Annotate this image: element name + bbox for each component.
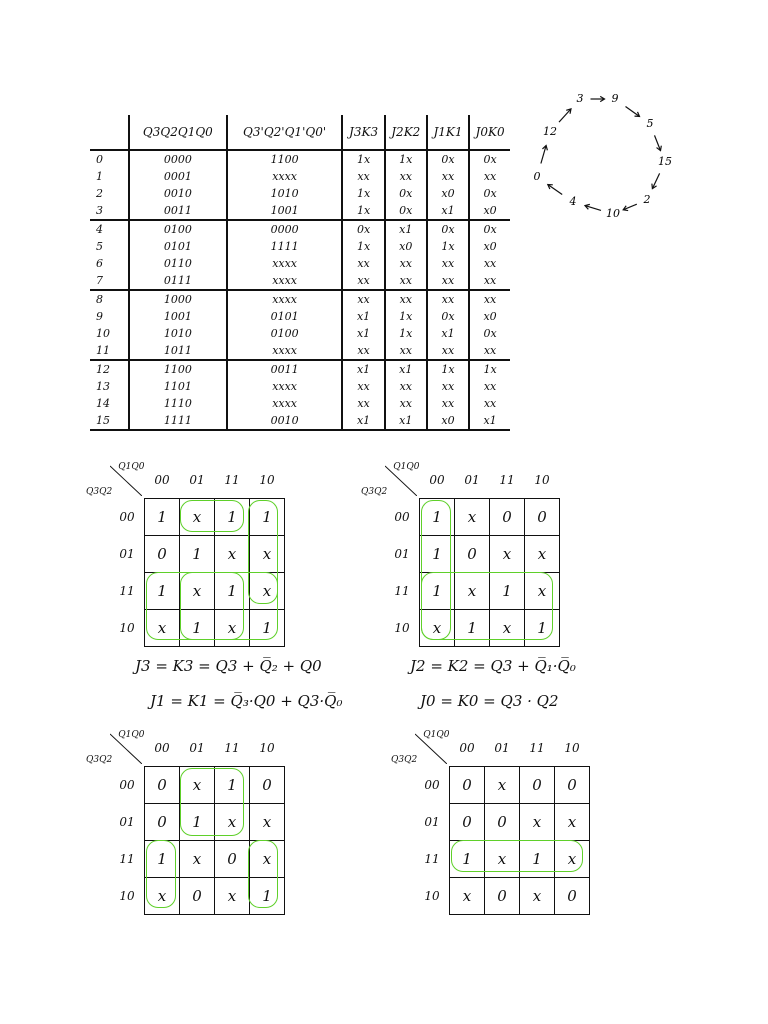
table-cell-j2: x1 xyxy=(385,220,427,238)
kmap-cell: 0 xyxy=(450,804,485,841)
table-cell-j2: xx xyxy=(385,290,427,308)
table-cell-j0: x1 xyxy=(469,412,510,430)
kmap-cell: x xyxy=(490,610,525,647)
table-cell-q: 0111 xyxy=(129,272,227,290)
table-cell-i: 11 xyxy=(90,342,129,360)
kmap-cell: x xyxy=(555,841,590,878)
table-cell-q: 0101 xyxy=(129,238,227,255)
kmap-cell: 0 xyxy=(490,499,525,536)
table-cell-i: 0 xyxy=(96,153,103,166)
transition-arrow xyxy=(626,107,640,117)
table-cell-j0: 0x xyxy=(469,220,510,238)
kmap-col-header: 11 xyxy=(224,741,240,755)
kmap-row-header: 00 xyxy=(394,510,410,524)
kmap-cell: 1 xyxy=(250,499,285,536)
table-cell-j3: xx xyxy=(342,290,384,308)
table-cell-qn: 1100 xyxy=(227,150,343,168)
table-cell-qn: 0000 xyxy=(227,220,343,238)
col-q: Q3Q2Q1Q0 xyxy=(129,115,227,150)
table-cell-q: 1111 xyxy=(129,412,227,430)
kmap-cell: 1 xyxy=(180,536,215,573)
equation-j3: J3 = K3 = Q3 + Q̅₂ + Q0 xyxy=(135,657,322,675)
table-row xyxy=(90,150,510,168)
kmap-cell: x xyxy=(525,573,560,610)
kmap-cell: x xyxy=(180,841,215,878)
table-cell-i: 1 xyxy=(96,170,103,183)
kmap-row-header: 00 xyxy=(424,778,440,792)
table-cell-q: 1001 xyxy=(129,308,227,325)
table-cell-q: 0110 xyxy=(129,255,227,272)
kmap-cell: 1 xyxy=(520,841,555,878)
kmap-cell: x xyxy=(145,610,180,647)
kmap-cell: 1 xyxy=(145,573,180,610)
table-cell-i: 15 xyxy=(90,412,129,430)
table-cell-qn: 0100 xyxy=(227,325,343,342)
kmap-cell: 0 xyxy=(485,804,520,841)
table-cell-j1: xx xyxy=(427,395,469,412)
table-cell-j3: xx xyxy=(342,272,384,290)
table-cell-i: 12 xyxy=(96,363,110,376)
state-label: 9 xyxy=(611,92,619,105)
kmap-cell: 0 xyxy=(555,878,590,915)
kmap-corner xyxy=(361,462,420,499)
table-cell-j0: 1x xyxy=(469,360,510,378)
kmap-col-header: 00 xyxy=(459,741,475,755)
kmap-cell: 0 xyxy=(455,536,490,573)
table-cell-j3: x1 xyxy=(342,412,384,430)
kmap-cell: x xyxy=(215,536,250,573)
kmap-col-header: 11 xyxy=(224,473,240,487)
kmap-cell: 1 xyxy=(180,804,215,841)
kmap-cell: x xyxy=(180,499,215,536)
table-cell-qn: 0101 xyxy=(227,308,343,325)
table-cell-q: 1010 xyxy=(129,325,227,342)
table-cell-j0: x0 xyxy=(469,202,510,220)
kmap-cell: x xyxy=(485,767,520,804)
table-cell-j2: xx xyxy=(385,378,427,395)
table-cell-j1: xx xyxy=(427,342,469,360)
kmap-cell: x xyxy=(455,573,490,610)
table-cell-j3: 1x xyxy=(342,238,384,255)
kmap-row-header: 10 xyxy=(394,621,410,635)
table-cell-i: 13 xyxy=(96,380,110,393)
transition-arrow xyxy=(548,185,562,195)
kmap-cell: x xyxy=(215,610,250,647)
table-cell-qn: 1010 xyxy=(227,185,343,202)
table-cell-j3: xx xyxy=(342,378,384,395)
kmap-cell: x xyxy=(180,573,215,610)
table-cell-j2: x0 xyxy=(385,238,427,255)
kmap-cell: x xyxy=(250,573,285,610)
table-cell-q: 0010 xyxy=(129,185,227,202)
table-cell-i: 3 xyxy=(90,202,129,220)
table-cell-j1: x1 xyxy=(427,325,469,342)
table-cell-q: 0000 xyxy=(129,150,227,168)
table-cell-q: 1100 xyxy=(129,360,227,378)
table-cell-j1: 1x xyxy=(427,238,469,255)
kmap-row-header: 00 xyxy=(119,778,135,792)
table-cell-j1: xx xyxy=(427,378,469,395)
table-cell-j1: xx xyxy=(427,168,469,185)
table-cell-j3: xx xyxy=(342,255,384,272)
kmap-col-header: 00 xyxy=(154,741,170,755)
kmap-row-header: 11 xyxy=(394,584,410,598)
table-cell-j0: xx xyxy=(469,272,510,290)
state-label: 5 xyxy=(646,117,654,130)
equation-j0: J0 = K0 = Q3 · Q2 xyxy=(420,692,559,710)
table-cell-j2: 1x xyxy=(385,308,427,325)
table-cell-qn: xxxx xyxy=(227,290,343,308)
kmap-corner xyxy=(86,462,145,499)
kmap-cell: 0 xyxy=(145,804,180,841)
kmap-row-var: Q3Q2 xyxy=(391,754,418,765)
kmap-cell: x xyxy=(450,878,485,915)
kmap-col-header: 11 xyxy=(529,741,545,755)
kmap-cell: x xyxy=(455,499,490,536)
table-cell-i: 6 xyxy=(96,257,103,270)
table-cell-qn: xxxx xyxy=(227,395,343,412)
transition-arrow xyxy=(559,109,571,122)
table-cell-qn: 0011 xyxy=(227,360,343,378)
kmap-cell: 1 xyxy=(215,573,250,610)
table-cell-qn: xxxx xyxy=(227,342,343,360)
state-label: 15 xyxy=(658,155,672,168)
table-cell-j3: xx xyxy=(342,342,384,360)
kmap-cell: x xyxy=(180,767,215,804)
table-row xyxy=(90,202,510,220)
table-cell-j2: xx xyxy=(385,395,427,412)
table-cell-i: 7 xyxy=(90,272,129,290)
kmap-cell: 0 xyxy=(180,878,215,915)
state-label: 3 xyxy=(576,92,584,105)
table-cell-j2: 0x xyxy=(385,202,427,220)
kmap-cell: 1 xyxy=(490,573,525,610)
kmap-cell: x xyxy=(520,804,555,841)
equation-j1: J1 = K1 = Q̅₃·Q0 + Q3·Q̅₀ xyxy=(150,692,343,710)
kmap-col-var: Q1Q0 xyxy=(118,730,145,740)
table-cell-j2: x1 xyxy=(385,412,427,430)
table-cell-j0: x0 xyxy=(469,308,510,325)
table-row xyxy=(90,238,510,255)
table-cell-q: 1101 xyxy=(129,378,227,395)
table-cell-j3: xx xyxy=(342,168,384,185)
kmap-cell: 1 xyxy=(450,841,485,878)
equation-j2: J2 = K2 = Q3 + Q̅₁·Q̅₀ xyxy=(410,657,576,675)
state-label: 10 xyxy=(606,207,620,220)
kmap-j3k3 xyxy=(86,462,285,647)
kmap-col-var: Q1Q0 xyxy=(423,730,450,740)
kmap-col-header: 00 xyxy=(429,473,445,487)
table-cell-j3: xx xyxy=(342,395,384,412)
kmap-col-header: 01 xyxy=(494,741,510,755)
kmap-row-var: Q3Q2 xyxy=(86,486,113,497)
table-cell-q: 1110 xyxy=(129,395,227,412)
table-cell-j2: xx xyxy=(385,342,427,360)
table-cell-j2: xx xyxy=(385,255,427,272)
kmap-cell: 0 xyxy=(525,499,560,536)
table-row xyxy=(90,378,510,395)
kmap-row-header: 11 xyxy=(424,852,440,866)
table-cell-j0: x0 xyxy=(469,238,510,255)
kmap-row-header: 10 xyxy=(424,889,440,903)
kmap-cell: x xyxy=(520,878,555,915)
state-cycle-diagram xyxy=(525,90,685,230)
col-j0k0: J0K0 xyxy=(469,115,510,150)
table-cell-i: 2 xyxy=(96,187,103,200)
table-cell-j1: 0x xyxy=(427,308,469,325)
kmap-cell: 1 xyxy=(420,536,455,573)
table-cell-j1: xx xyxy=(427,272,469,290)
table-cell-j1: xx xyxy=(427,255,469,272)
table-cell-qn: 1001 xyxy=(227,202,343,220)
col-j2k2: J2K2 xyxy=(385,115,427,150)
kmap-col-header: 10 xyxy=(259,741,275,755)
table-cell-j0: xx xyxy=(469,255,510,272)
table-cell-j0: xx xyxy=(469,168,510,185)
table-cell-j3: 1x xyxy=(342,150,384,168)
kmap-row-header: 11 xyxy=(119,584,135,598)
table-cell-j0: xx xyxy=(469,342,510,360)
table-cell-j3: x1 xyxy=(342,308,384,325)
table-cell-qn: xxxx xyxy=(227,255,343,272)
kmap-cell: x xyxy=(250,804,285,841)
table-cell-j2: 1x xyxy=(385,150,427,168)
kmap-cell: 1 xyxy=(250,610,285,647)
table-cell-j3: 0x xyxy=(342,220,384,238)
kmap-cell: 1 xyxy=(420,573,455,610)
table-cell-j0: xx xyxy=(469,290,510,308)
table-row xyxy=(90,272,510,290)
table-cell-j0: xx xyxy=(469,395,510,412)
kmap-cell: 1 xyxy=(145,499,180,536)
kmap-cell: 0 xyxy=(215,841,250,878)
kmap-cell: x xyxy=(215,878,250,915)
table-cell-qn: xxxx xyxy=(227,378,343,395)
kmap-j1k1 xyxy=(86,730,285,915)
table-cell-j3: x1 xyxy=(342,325,384,342)
table-cell-j2: 1x xyxy=(385,325,427,342)
table-cell-j1: x0 xyxy=(427,185,469,202)
kmap-row-header: 10 xyxy=(119,889,135,903)
table-cell-j2: x1 xyxy=(385,360,427,378)
table-cell-j1: 0x xyxy=(427,150,469,168)
table-cell-j1: x0 xyxy=(427,412,469,430)
kmap-row-header: 01 xyxy=(394,547,410,561)
kmap-row-header: 10 xyxy=(119,621,135,635)
table-row xyxy=(90,325,510,342)
table-cell-qn: xxxx xyxy=(227,168,343,185)
table-cell-i: 5 xyxy=(96,240,103,253)
kmap-cell: 0 xyxy=(485,878,520,915)
table-cell-i: 9 xyxy=(96,310,103,323)
truth-table xyxy=(90,115,510,450)
kmap-cell: 0 xyxy=(450,767,485,804)
kmap-cell: 1 xyxy=(180,610,215,647)
col-j1k1: J1K1 xyxy=(427,115,469,150)
table-cell-j0: 0x xyxy=(469,150,510,168)
kmap-cell: x xyxy=(525,536,560,573)
kmap-cell: 1 xyxy=(215,499,250,536)
table-cell-j2: xx xyxy=(385,272,427,290)
table-cell-j3: 1x xyxy=(342,185,384,202)
table-cell-j0: xx xyxy=(469,378,510,395)
table-cell-qn: xxxx xyxy=(227,272,343,290)
table-cell-qn: 1111 xyxy=(227,238,343,255)
kmap-col-var: Q1Q0 xyxy=(118,462,145,472)
state-label: 4 xyxy=(569,195,577,208)
table-row xyxy=(90,185,510,202)
table-cell-j2: xx xyxy=(385,168,427,185)
kmap-col-header: 10 xyxy=(534,473,550,487)
kmap-cell: x xyxy=(420,610,455,647)
kmap-cell: x xyxy=(250,841,285,878)
kmap-cell: x xyxy=(490,536,525,573)
kmap-row-header: 01 xyxy=(119,815,135,829)
kmap-corner xyxy=(391,730,450,767)
kmap-cell: x xyxy=(250,536,285,573)
kmap-j0k0 xyxy=(391,730,590,915)
table-cell-j0: 0x xyxy=(469,185,510,202)
kmap-cell: 0 xyxy=(250,767,285,804)
kmap-col-header: 01 xyxy=(189,473,205,487)
table-cell-j1: 0x xyxy=(427,220,469,238)
state-label: 2 xyxy=(643,193,651,206)
table-cell-q: 0100 xyxy=(129,220,227,238)
kmap-col-header: 00 xyxy=(154,473,170,487)
table-cell-j1: x1 xyxy=(427,202,469,220)
kmap-cell: 0 xyxy=(145,536,180,573)
kmap-col-var: Q1Q0 xyxy=(393,462,420,472)
col-index xyxy=(90,115,129,150)
table-row xyxy=(90,290,510,308)
kmap-col-header: 10 xyxy=(564,741,580,755)
table-row xyxy=(90,308,510,325)
kmap-col-header: 01 xyxy=(464,473,480,487)
table-cell-i: 4 xyxy=(96,223,103,236)
kmap-corner xyxy=(86,730,145,767)
kmap-row-header: 11 xyxy=(119,852,135,866)
kmap-cell: 1 xyxy=(145,841,180,878)
col-qnext: Q3'Q2'Q1'Q0' xyxy=(227,115,343,150)
kmap-cell: 0 xyxy=(145,767,180,804)
table-row xyxy=(90,360,510,378)
table-cell-j3: 1x xyxy=(342,202,384,220)
kmap-row-var: Q3Q2 xyxy=(86,754,113,765)
kmap-cell: 0 xyxy=(520,767,555,804)
table-cell-j3: x1 xyxy=(342,360,384,378)
table-cell-qn: 0010 xyxy=(227,412,343,430)
table-cell-j2: 0x xyxy=(385,185,427,202)
table-row xyxy=(90,342,510,360)
table-row xyxy=(90,168,510,185)
col-j3k3: J3K3 xyxy=(342,115,384,150)
kmap-cell: 1 xyxy=(250,878,285,915)
table-row xyxy=(90,255,510,272)
table-row xyxy=(90,395,510,412)
table-cell-j1: 1x xyxy=(427,360,469,378)
kmap-row-header: 00 xyxy=(119,510,135,524)
table-cell-q: 1011 xyxy=(129,342,227,360)
table-row xyxy=(90,220,510,238)
kmap-col-header: 10 xyxy=(259,473,275,487)
kmap-cell: 1 xyxy=(455,610,490,647)
kmap-col-header: 11 xyxy=(499,473,515,487)
kmap-row-header: 01 xyxy=(119,547,135,561)
kmap-row-var: Q3Q2 xyxy=(361,486,388,497)
table-cell-i: 14 xyxy=(96,397,110,410)
table-cell-j1: xx xyxy=(427,290,469,308)
kmap-cell: 0 xyxy=(555,767,590,804)
table-cell-i: 10 xyxy=(96,327,110,340)
kmap-cell: 1 xyxy=(215,767,250,804)
table-cell-i: 8 xyxy=(96,293,103,306)
kmap-j2k2 xyxy=(361,462,560,647)
table-cell-q: 0001 xyxy=(129,168,227,185)
table-cell-q: 0011 xyxy=(129,202,227,220)
table-row xyxy=(90,412,510,430)
kmap-col-header: 01 xyxy=(189,741,205,755)
kmap-cell: 1 xyxy=(525,610,560,647)
table-cell-q: 1000 xyxy=(129,290,227,308)
kmap-cell: x xyxy=(485,841,520,878)
kmap-cell: x xyxy=(215,804,250,841)
state-label: 0 xyxy=(533,170,541,183)
table-cell-j0: 0x xyxy=(469,325,510,342)
kmap-row-header: 01 xyxy=(424,815,440,829)
kmap-cell: x xyxy=(145,878,180,915)
kmap-cell: x xyxy=(555,804,590,841)
kmap-cell: 1 xyxy=(420,499,455,536)
state-label: 12 xyxy=(543,125,557,138)
